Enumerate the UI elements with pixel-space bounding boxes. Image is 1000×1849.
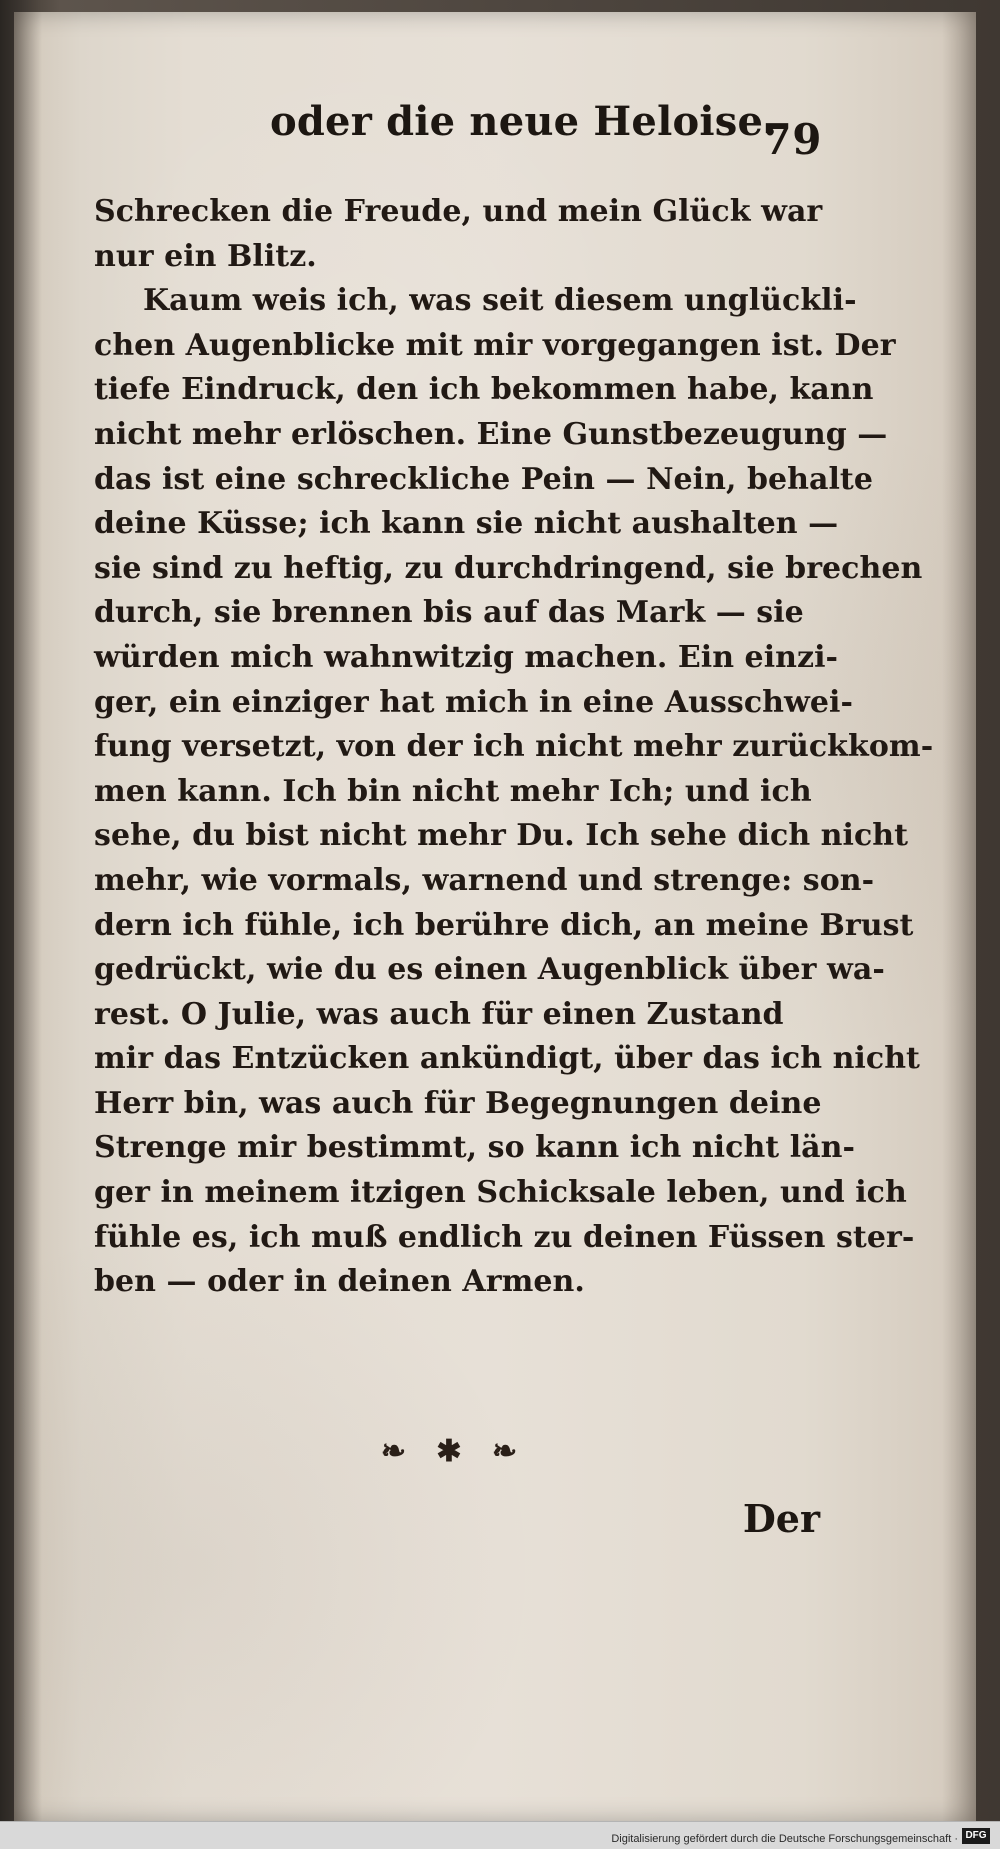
text-line: ger, ein einziger hat mich in eine Ausschwei-: [94, 684, 854, 720]
footer-strip: [0, 1821, 1000, 1849]
text-line: Herr bin, was auch für Begegnungen deine: [94, 1085, 822, 1121]
text-line: ger in meinem itzigen Schicksale leben, und ich: [94, 1175, 907, 1211]
text-line: dern ich fühle, ich berühre dich, an meine Brust: [94, 907, 914, 943]
catchword: Der: [742, 1496, 820, 1541]
text-line: men kann. Ich bin nicht mehr Ich; und ich: [94, 773, 812, 809]
text-line: Strenge mir bestimmt, so kann ich nicht län-: [94, 1130, 856, 1166]
text-line: Kaum weis ich, was seit diesem unglückli-: [143, 283, 857, 319]
text-line: fühle es, ich muß endlich zu deinen Füssen ster-: [94, 1219, 915, 1255]
book-page: [14, 12, 976, 1822]
page-number: 79: [762, 115, 822, 164]
text-line: das ist eine schreckliche Pein — Nein, behalte: [94, 461, 873, 497]
text-line: fung versetzt, von der ich nicht mehr zurückkom-: [94, 729, 934, 765]
running-header: oder die neue Heloise.: [270, 98, 778, 145]
dfg-logo: DFG: [962, 1828, 990, 1844]
decorative-ornament: ❧ ✱ ❧: [380, 1434, 528, 1469]
text-line: rest. O Julie, was auch für einen Zustand: [94, 996, 784, 1032]
text-line: Schrecken die Freude, und mein Glück war: [94, 194, 823, 229]
text-line: sie sind zu heftig, zu durchdringend, sie brechen: [94, 550, 923, 586]
text-line: nur ein Blitz.: [94, 238, 317, 274]
body-text: [94, 190, 934, 1305]
text-line: deine Küsse; ich kann sie nicht aushalten —: [94, 506, 839, 542]
text-line: mehr, wie vormals, warnend und strenge: son-: [94, 862, 875, 898]
text-line: mir das Entzücken ankündigt, über das ich nicht: [94, 1041, 920, 1077]
text-line: tiefe Eindruck, den ich bekommen habe, kann: [94, 372, 874, 408]
text-line: gedrückt, wie du es einen Augenblick über wa-: [94, 952, 885, 988]
funding-credit: Digitalisierung gefördert durch die Deutsche Forschungsgemeinschaft ·: [611, 1833, 958, 1845]
text-line: chen Augenblicke mit mir vorgegangen ist. Der: [94, 327, 896, 363]
text-line: würden mich wahnwitzig machen. Ein einzi-: [94, 639, 839, 675]
text-line: durch, sie brennen bis auf das Mark — sie: [94, 595, 804, 631]
text-line: nicht mehr erlöschen. Eine Gunstbezeugung —: [94, 416, 888, 452]
text-line: sehe, du bist nicht mehr Du. Ich sehe dich nicht: [94, 818, 909, 854]
text-line: ben — oder in deinen Armen.: [94, 1264, 585, 1300]
